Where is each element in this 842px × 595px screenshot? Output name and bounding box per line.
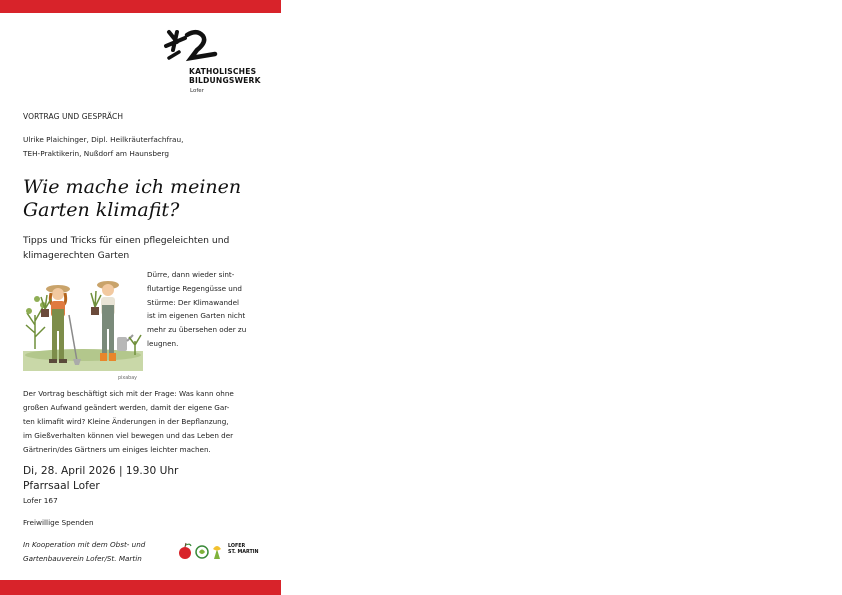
intro-text xyxy=(147,268,258,351)
event-venue: Pfarrsaal Lofer xyxy=(23,480,100,492)
flyer-page xyxy=(0,0,281,595)
event-details xyxy=(23,464,178,494)
kicker: VORTRAG UND GESPRÄCH xyxy=(23,112,124,121)
image-credit: pixabay xyxy=(118,376,137,381)
subtitle-line-2: klimagerechten Garten xyxy=(23,250,130,261)
description-line: Gärtnerin/des Gärtners um einiges leichter machen. xyxy=(23,445,211,454)
page-title xyxy=(23,176,241,222)
intro-line: flutartige Regengüsse und xyxy=(147,283,242,293)
kbw-logo-mark-icon xyxy=(163,28,219,68)
gardeners-illustration-icon xyxy=(23,275,143,373)
speaker-line-1: Ulrike Plaichinger, Dipl. Heilkräuterfachfrau, xyxy=(23,135,184,144)
description-line: Der Vortrag beschäftigt sich mit der Frage: Was kann ohne xyxy=(23,389,234,398)
description-line: ten klimafit wird? Kleine Änderungen in der Bepflanzung, xyxy=(23,417,229,426)
subtitle xyxy=(23,233,229,263)
intro-line: Stürme: Der Klimawandel xyxy=(147,297,240,307)
title-line-2: Garten klimafit? xyxy=(23,199,180,221)
intro-line: Dürre, dann wieder sint- xyxy=(147,270,235,279)
logo-line-2: BILDUNGSWERK xyxy=(189,76,261,85)
intro-line: leugnen. xyxy=(147,338,179,348)
logo-line-3: Lofer xyxy=(190,88,204,94)
top-accent-bar xyxy=(0,0,281,13)
title-line-1: Wie mache ich meinen xyxy=(23,176,242,198)
partner-line-2: ST. MARTIN xyxy=(228,550,259,555)
cooperation-line-1: In Kooperation mit dem Obst- und xyxy=(23,540,146,549)
donation-note: Freiwillige Spenden xyxy=(23,518,94,527)
description-line: im Gießverhalten können viel bewegen und das Leben der xyxy=(23,431,234,440)
event-datetime: Di, 28. April 2026 | 19.30 Uhr xyxy=(23,465,179,477)
apple-leaf-logo-icon xyxy=(177,541,227,561)
subtitle-line-1: Tipps und Tricks für einen pflegeleichten und xyxy=(23,235,230,246)
speaker-info xyxy=(23,133,183,161)
event-address: Lofer 167 xyxy=(23,496,58,505)
partner-lofer-logo xyxy=(228,544,259,556)
speaker-line-2: TEH-Praktikerin, Nußdorf am Haunsberg xyxy=(23,149,169,158)
description-line: großen Aufwand geändert werden, damit der eigene Gar- xyxy=(23,403,230,412)
intro-line: ist im eigenen Garten nicht xyxy=(147,311,246,321)
cooperation-line-2: Gartenbauverein Lofer/St. Martin xyxy=(23,553,142,563)
logo-line-1: KATHOLISCHES xyxy=(189,67,257,76)
partner-logos xyxy=(177,541,261,561)
description-text xyxy=(23,387,234,457)
kbw-logo xyxy=(163,28,263,96)
partner-line-1: LOFER xyxy=(228,544,246,549)
cooperation-note xyxy=(23,538,145,565)
intro-line: mehr zu übersehen oder zu xyxy=(147,325,247,335)
bottom-accent-bar xyxy=(0,580,281,595)
